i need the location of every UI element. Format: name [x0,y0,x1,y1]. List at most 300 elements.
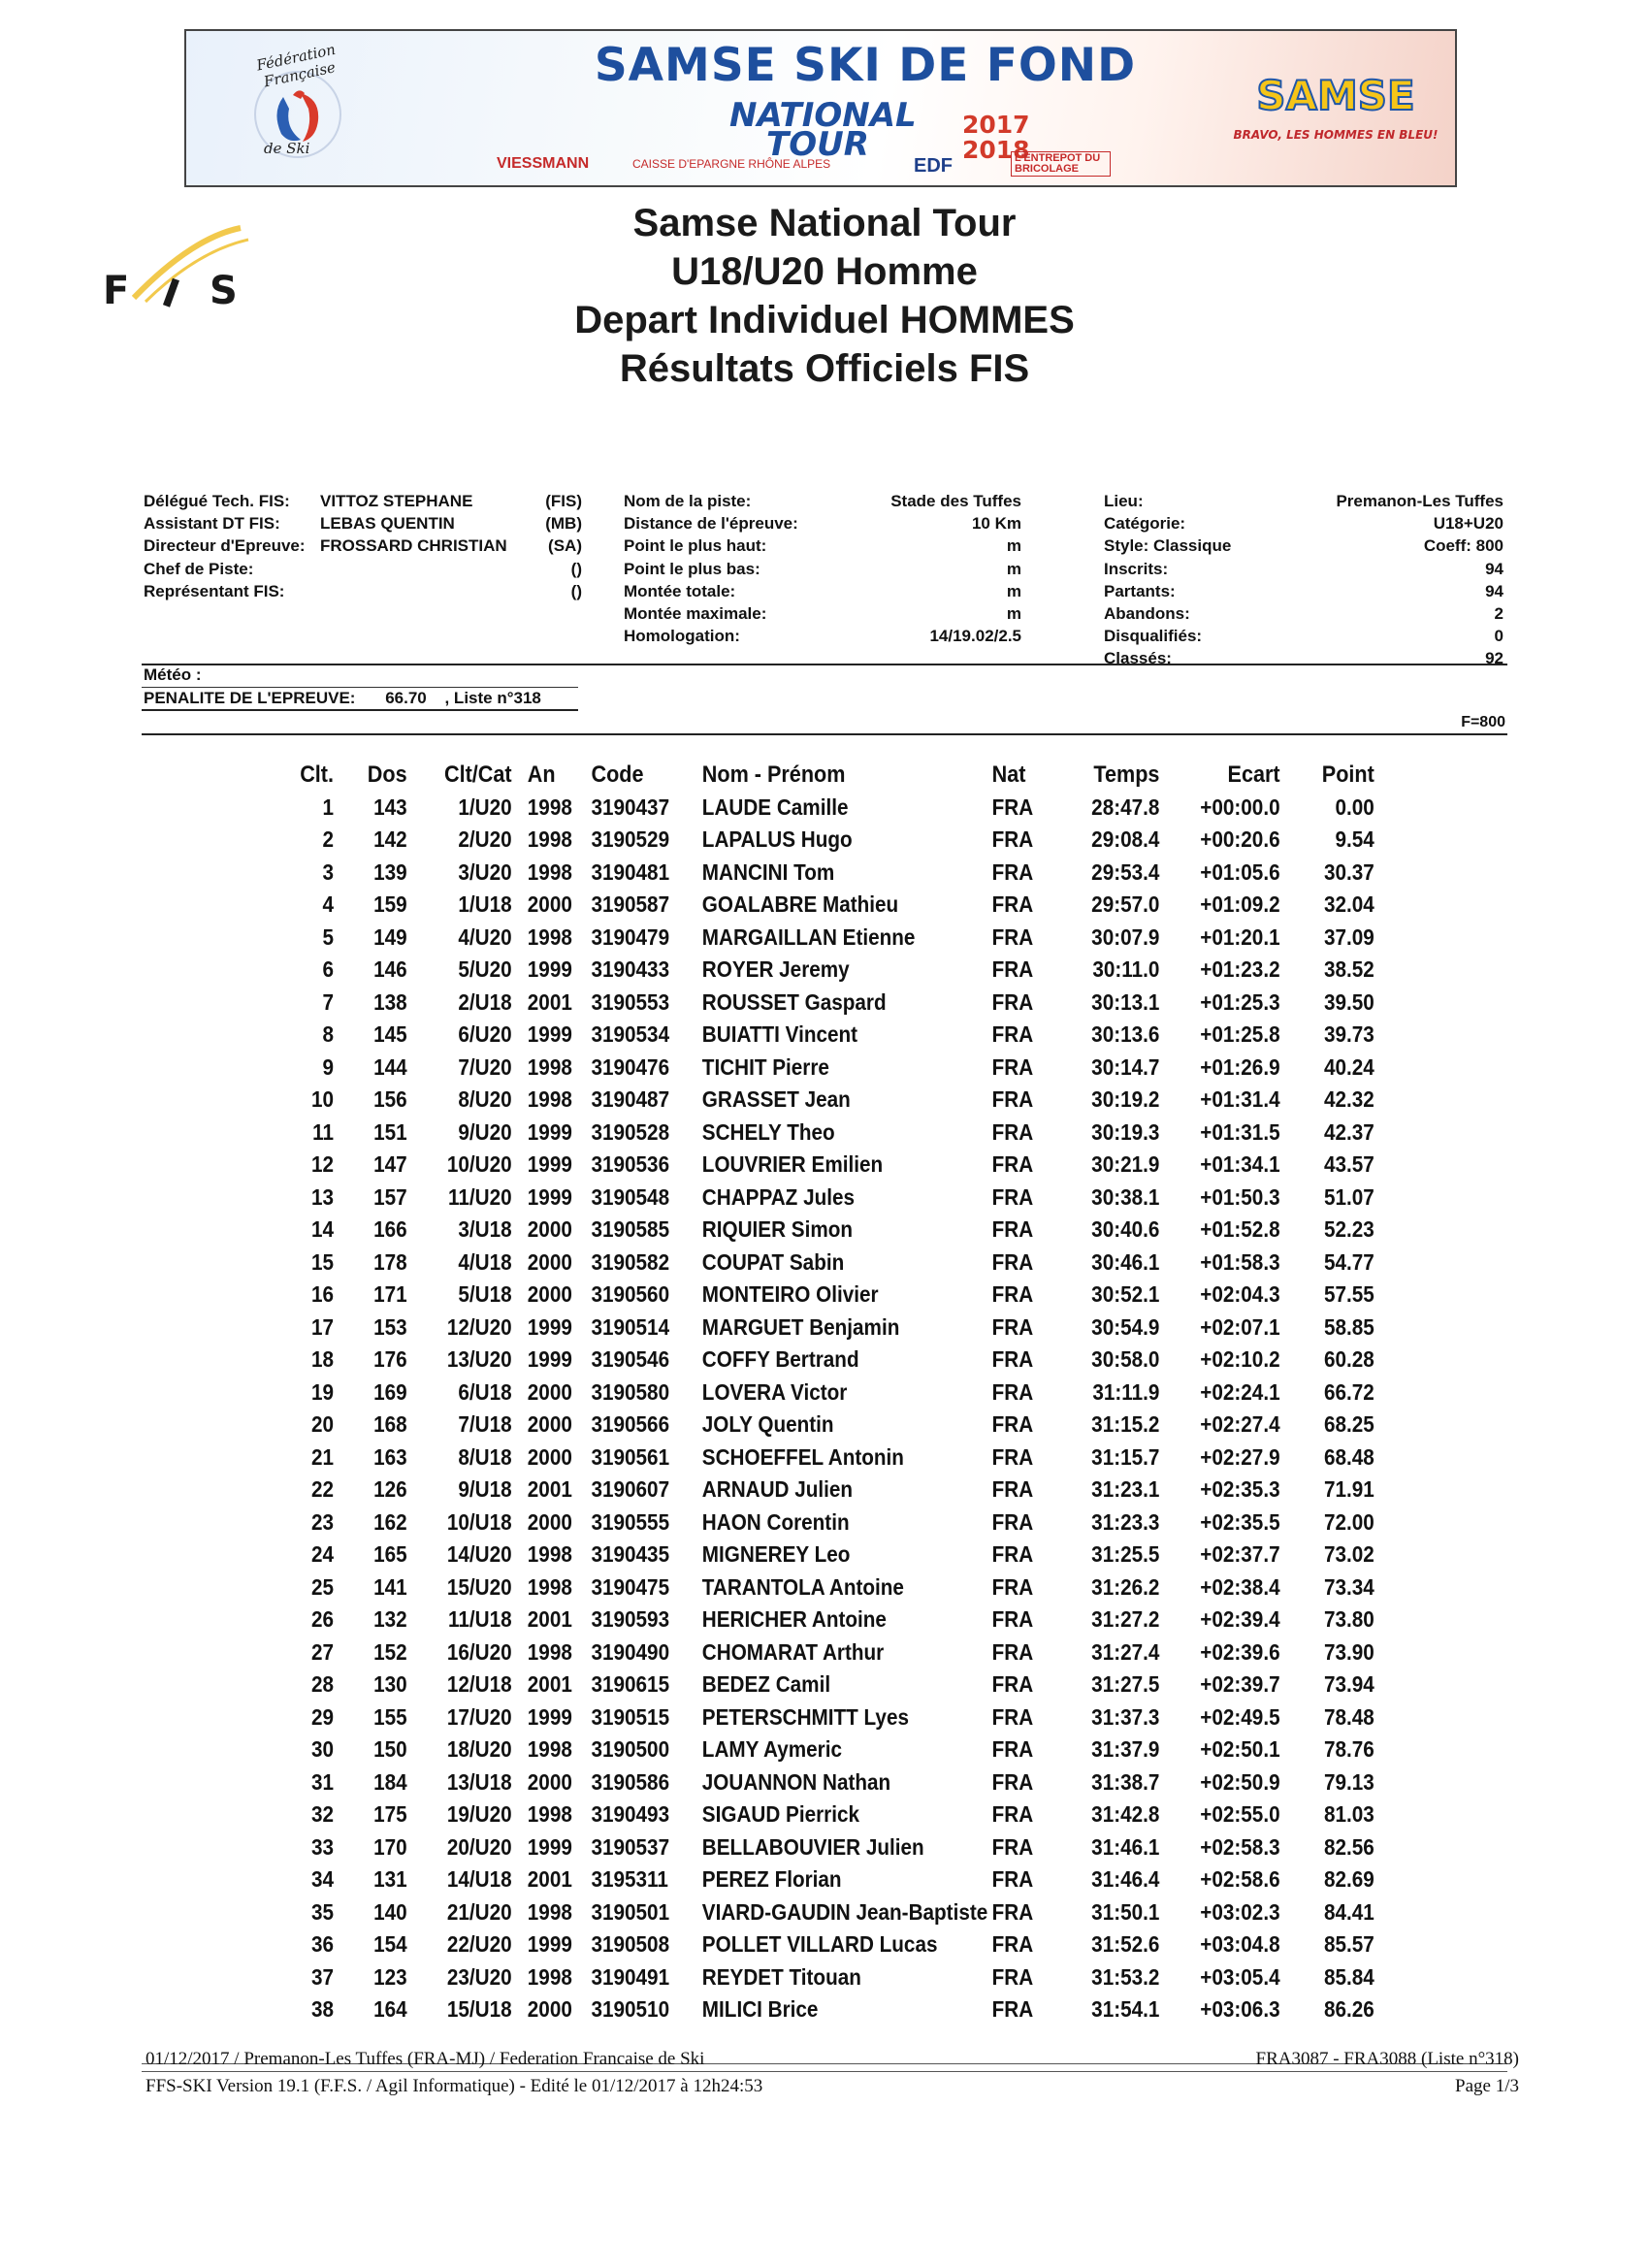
footer-race-info: 01/12/2017 / Premanon-Les Tuffes (FRA-MJ) / Federation Francaise de Ski [146,2049,705,2069]
cell-name: BUIATTI Vincent [701,1021,858,1047]
cell-bib: 156 [373,1086,407,1112]
cell-bib: 139 [373,859,407,885]
table-row [281,889,1374,922]
info-value: LEBAS QUENTIN [320,514,455,534]
cell-rank: 7 [322,988,334,1015]
cell-category-rank: 18/U20 [446,1736,512,1762]
cell-points: 57.55 [1323,1281,1374,1307]
cell-fis-code: 3190500 [591,1736,670,1762]
cell-nation: FRA [991,1216,1034,1242]
info-row [1104,535,1504,557]
info-label: Classés: [1104,649,1172,668]
cell-rank: 21 [310,1443,334,1470]
cell-fis-code: 3190528 [591,1118,670,1145]
cell-nation: FRA [991,1313,1034,1340]
cell-bib: 157 [373,1183,407,1210]
cell-name: SCHELY Theo [701,1118,835,1145]
info-label: Partants: [1104,581,1176,600]
cell-fis-code: 3190490 [591,1638,670,1665]
samse-logo: SAMSE [1256,72,1415,119]
info-value: VITTOZ STEPHANE [320,492,473,510]
national-tour-line1: NATIONAL [729,96,917,135]
cell-gap: +03:02.3 [1200,1898,1280,1925]
cell-nation: FRA [991,1443,1034,1470]
footer-codex: FRA3087 - FRA3088 (Liste n°318) [1255,2049,1519,2069]
cell-rank: 36 [310,1931,334,1957]
info-extra: (FIS) [545,492,582,510]
cell-year: 1998 [527,859,572,885]
cell-fis-code: 3190493 [591,1801,670,1827]
info-row [144,580,582,602]
info-label: Nom de la piste: [624,492,752,510]
cell-gap: +02:49.5 [1200,1703,1280,1730]
cell-nation: FRA [991,1573,1034,1600]
cell-points: 30.37 [1323,859,1374,885]
cell-bib: 152 [373,1638,407,1665]
cell-bib: 145 [373,1021,407,1047]
cell-bib: 155 [373,1703,407,1730]
table-row [281,1279,1374,1312]
cell-time: 31:23.3 [1091,1508,1160,1535]
info-value: 2 [1494,603,1504,623]
cell-gap: +02:50.9 [1200,1768,1280,1795]
cell-category-rank: 4/U18 [458,1248,512,1275]
cell-rank: 32 [310,1801,334,1827]
info-value: Coeff: 800 [1423,536,1504,556]
cell-rank: 19 [310,1378,334,1405]
cell-time: 31:42.8 [1091,1801,1160,1827]
cell-rank: 4 [322,891,334,917]
column-header: Nom - Prénom [701,761,846,788]
cell-nation: FRA [991,891,1034,917]
cell-gap: +01:26.9 [1200,1053,1280,1080]
cell-time: 31:37.3 [1091,1703,1160,1730]
info-label: Disqualifiés: [1104,627,1203,646]
cell-points: 39.50 [1323,988,1374,1015]
cell-points: 73.02 [1323,1541,1374,1567]
cell-nation: FRA [991,826,1034,852]
cell-year: 1999 [527,1021,572,1047]
cell-name: VIARD-GAUDIN Jean-Baptiste [701,1898,988,1925]
cell-year: 2000 [527,1248,572,1275]
table-row [281,1312,1374,1345]
info-row [1104,558,1504,580]
footer-divider [142,2071,1507,2072]
cell-year: 2000 [527,1443,572,1470]
cell-points: 79.13 [1323,1768,1374,1795]
cell-bib: 166 [373,1216,407,1242]
info-row [144,490,582,512]
cell-rank: 17 [310,1313,334,1340]
f-factor-box [142,712,1507,735]
cell-fis-code: 3190546 [591,1346,670,1372]
cell-gap: +01:34.1 [1200,1151,1280,1177]
cell-points: 42.32 [1323,1086,1374,1112]
cell-time: 31:23.1 [1091,1476,1160,1502]
cell-rank: 16 [310,1281,334,1307]
cell-fis-code: 3190476 [591,1053,670,1080]
cell-fis-code: 3190555 [591,1508,670,1535]
cell-gap: +03:04.8 [1200,1931,1280,1957]
course-info [624,490,1021,647]
cell-rank: 3 [322,859,334,885]
cell-nation: FRA [991,1996,1034,2022]
cell-bib: 131 [373,1866,407,1892]
info-value: U18+U20 [1433,514,1504,534]
cell-category-rank: 8/U20 [458,1086,512,1112]
event-banner [184,29,1457,187]
cell-gap: +01:50.3 [1200,1183,1280,1210]
cell-category-rank: 22/U20 [446,1931,512,1957]
cell-points: 0.00 [1335,794,1374,820]
cell-nation: FRA [991,1053,1034,1080]
cell-rank: 6 [322,956,334,982]
info-row [624,490,1021,512]
cell-time: 30:21.9 [1091,1151,1160,1177]
cell-gap: +02:50.1 [1200,1736,1280,1762]
cell-points: 82.56 [1323,1833,1374,1860]
weather-label: Météo : [144,665,202,684]
cell-fis-code: 3190479 [591,923,670,950]
title-line-1: Samse National Tour [632,202,1017,244]
ffs-name-top: Fédération Française [254,40,338,91]
cell-year: 2000 [527,1508,572,1535]
cell-bib: 178 [373,1248,407,1275]
info-row [624,602,1021,625]
cell-rank: 35 [310,1898,334,1925]
info-row [624,580,1021,602]
cell-rank: 37 [310,1963,334,1990]
column-header: Dos [367,761,407,788]
cell-rank: 23 [310,1508,334,1535]
cell-year: 1999 [527,1313,572,1340]
cell-points: 78.76 [1323,1736,1374,1762]
cell-year: 1998 [527,1898,572,1925]
cell-rank: 2 [322,826,334,852]
cell-points: 60.28 [1323,1346,1374,1372]
cell-gap: +01:58.3 [1200,1248,1280,1275]
cell-name: CHOMARAT Arthur [701,1638,885,1665]
cell-fis-code: 3190481 [591,859,670,885]
table-row [281,1019,1374,1052]
cell-category-rank: 13/U18 [446,1768,512,1795]
cell-rank: 34 [310,1866,334,1892]
cell-bib: 151 [373,1118,407,1145]
cell-nation: FRA [991,1736,1034,1762]
cell-category-rank: 11/U20 [447,1183,512,1210]
cell-rank: 9 [322,1053,334,1080]
sponsor-viessmann: VIESSMANN [497,155,590,172]
sponsor-strip [497,149,1214,182]
fis-logo-f: F [103,269,130,313]
cell-category-rank: 19/U20 [446,1801,512,1827]
info-row [1104,512,1504,535]
cell-category-rank: 17/U20 [446,1703,512,1730]
cell-points: 73.90 [1323,1638,1374,1665]
cell-rank: 13 [310,1183,334,1210]
document-title-block [436,199,1212,393]
info-value: FROSSARD CHRISTIAN [320,536,507,556]
cell-category-rank: 11/U18 [447,1606,512,1632]
cell-fis-code: 3190491 [591,1963,670,1990]
cell-time: 30:58.0 [1091,1346,1160,1372]
cell-gap: +01:25.8 [1200,1021,1280,1047]
cell-time: 31:46.4 [1091,1866,1160,1892]
cell-year: 1999 [527,1151,572,1177]
cell-category-rank: 6/U18 [458,1378,512,1405]
info-value: 0 [1494,627,1504,646]
info-row [624,625,1021,647]
cell-year: 1999 [527,956,572,982]
cell-year: 2001 [527,1476,572,1502]
cell-name: LAUDE Camille [701,794,849,820]
cell-points: 51.07 [1323,1183,1374,1210]
cell-category-rank: 16/U20 [446,1638,512,1665]
cell-bib: 146 [373,956,407,982]
cell-nation: FRA [991,1898,1034,1925]
cell-time: 28:47.8 [1091,794,1160,820]
cell-bib: 154 [373,1931,407,1957]
cell-gap: +02:38.4 [1200,1573,1280,1600]
info-label: Montée totale: [624,581,736,600]
cell-bib: 164 [373,1996,407,2022]
info-row [1104,625,1504,647]
cell-name: ROUSSET Gaspard [701,988,887,1015]
cell-bib: 163 [373,1443,407,1470]
cell-name: LAMY Aymeric [701,1736,842,1762]
cell-gap: +02:39.6 [1200,1638,1280,1665]
cell-rank: 25 [310,1573,334,1600]
info-label: Représentant FIS: [144,581,285,600]
cell-name: MILICI Brice [701,1996,819,2022]
cell-fis-code: 3190537 [591,1833,670,1860]
cell-points: 32.04 [1323,891,1374,917]
cell-time: 31:27.2 [1091,1606,1160,1632]
info-extra: (MB) [545,514,582,534]
cell-fis-code: 3190582 [591,1248,670,1275]
cell-points: 52.23 [1323,1216,1374,1242]
cell-fis-code: 3190536 [591,1151,670,1177]
cell-time: 30:11.0 [1092,956,1160,982]
cell-gap: +02:27.4 [1200,1411,1280,1437]
cell-name: ARNAUD Julien [701,1476,854,1502]
info-row [1104,647,1504,669]
cell-fis-code: 3190585 [591,1216,670,1242]
table-row [281,987,1374,1020]
cell-points: 68.25 [1323,1411,1374,1437]
cell-category-rank: 15/U18 [446,1996,512,2022]
table-row [281,1247,1374,1280]
cell-name: LOVERA Victor [701,1378,848,1405]
cell-points: 39.73 [1323,1021,1374,1047]
cell-rank: 10 [310,1086,334,1112]
cell-points: 82.69 [1323,1866,1374,1892]
cell-time: 30:19.3 [1091,1118,1160,1145]
cell-gap: +02:58.6 [1200,1866,1280,1892]
info-value: 14/19.02/2.5 [929,627,1021,646]
table-row [281,792,1374,825]
cell-gap: +01:05.6 [1200,859,1280,885]
table-row [281,1149,1374,1182]
ffs-name-bottom: de Ski [264,140,310,157]
cell-year: 1998 [527,1541,572,1567]
cell-bib: 123 [373,1963,407,1990]
fis-logo-i: I [156,271,185,318]
cell-name: TICHIT Pierre [701,1053,829,1080]
cell-year: 1998 [527,1801,572,1827]
info-label: Lieu: [1104,492,1144,510]
cell-points: 73.34 [1323,1573,1374,1600]
cell-nation: FRA [991,1411,1034,1437]
cell-time: 31:50.1 [1091,1898,1160,1925]
info-value: 94 [1485,581,1504,600]
cell-points: 81.03 [1323,1801,1374,1827]
info-row [144,558,582,580]
info-value: Premanon-Les Tuffes [1336,492,1504,510]
cell-bib: 126 [373,1476,407,1502]
table-row [281,1669,1374,1701]
cell-time: 30:13.1 [1091,988,1160,1015]
table-row [281,1377,1374,1409]
cell-name: MIGNEREY Leo [701,1541,851,1567]
penalty-list: , Liste n°318 [444,689,541,707]
cell-nation: FRA [991,1866,1034,1892]
cell-year: 1999 [527,1703,572,1730]
cell-year: 2001 [527,988,572,1015]
samse-tagline: BRAVO, LES HOMMES EN BLEU! [1233,128,1439,142]
cell-points: 9.54 [1335,826,1374,852]
cell-name: BELLABOUVIER Julien [701,1833,924,1860]
table-row [281,824,1374,857]
cell-points: 84.41 [1323,1898,1374,1925]
table-row [281,1117,1374,1150]
info-label: Directeur d'Epreuve: [144,536,306,556]
cell-name: BEDEZ Camil [701,1671,831,1697]
footer-page-number: Page 1/3 [1455,2076,1519,2096]
cell-rank: 11 [312,1118,334,1145]
info-row [1104,490,1504,512]
cell-year: 1998 [527,923,572,950]
cell-year: 1998 [527,1638,572,1665]
info-value: m [1006,559,1021,578]
cell-rank: 14 [310,1216,334,1242]
penalty-label: PENALITE DE L'EPREUVE: [144,689,356,707]
cell-time: 31:26.2 [1091,1573,1160,1600]
cell-year: 1999 [527,1118,572,1145]
cell-category-rank: 2/U20 [458,826,512,852]
cell-bib: 176 [373,1346,407,1372]
cell-points: 58.85 [1323,1313,1374,1340]
cell-nation: FRA [991,923,1034,950]
cell-gap: +02:35.3 [1200,1476,1280,1502]
cell-name: MARGUET Benjamin [701,1313,900,1340]
cell-category-rank: 6/U20 [458,1021,512,1047]
info-label: Homologation: [624,627,740,646]
cell-name: JOUANNON Nathan [701,1768,891,1795]
table-row [281,1701,1374,1734]
cell-year: 1998 [527,826,572,852]
cell-rank: 38 [310,1996,334,2022]
title-line-4: Résultats Officiels FIS [619,347,1030,390]
cell-time: 31:53.2 [1091,1963,1160,1990]
info-label: Point le plus haut: [624,536,767,556]
cell-fis-code: 3190548 [591,1183,670,1210]
column-header: Code [591,761,644,788]
season-year-1: 2017 [962,111,1030,139]
info-value: m [1006,603,1021,623]
cell-name: TARANTOLA Antoine [701,1573,904,1600]
cell-name: JOLY Quentin [701,1411,834,1437]
info-value: m [1006,581,1021,600]
season-year-2: 2018 [962,136,1030,164]
cell-gap: +02:39.4 [1200,1606,1280,1632]
cell-fis-code: 3190529 [591,826,670,852]
cell-fis-code: 3190566 [591,1411,670,1437]
cell-year: 1998 [527,1963,572,1990]
cell-fis-code: 3190487 [591,1086,670,1112]
cell-bib: 169 [373,1378,407,1405]
cell-fis-code: 3190593 [591,1606,670,1632]
cell-rank: 29 [310,1703,334,1730]
cell-name: MONTEIRO Olivier [701,1281,879,1307]
cell-year: 1998 [527,1086,572,1112]
cell-gap: +01:09.2 [1200,891,1280,917]
cell-time: 29:08.4 [1091,826,1160,852]
cell-nation: FRA [991,859,1034,885]
cell-year: 2000 [527,891,572,917]
cell-gap: +01:25.3 [1200,988,1280,1015]
cell-bib: 144 [373,1053,407,1080]
cell-points: 43.57 [1323,1151,1374,1177]
cell-rank: 24 [310,1541,334,1567]
cell-gap: +02:37.7 [1200,1541,1280,1567]
cell-name: MANCINI Tom [701,859,835,885]
cell-time: 31:27.4 [1091,1638,1160,1665]
column-header: Clt. [300,761,334,788]
cell-nation: FRA [991,956,1034,982]
table-row [281,1831,1374,1864]
cell-nation: FRA [991,1963,1034,1990]
cell-category-rank: 3/U18 [458,1216,512,1242]
cell-year: 2000 [527,1378,572,1405]
cell-year: 2001 [527,1606,572,1632]
cell-bib: 138 [373,988,407,1015]
cell-fis-code: 3190475 [591,1573,670,1600]
cell-year: 1998 [527,1053,572,1080]
cell-time: 30:52.1 [1091,1281,1160,1307]
column-header: Temps [1093,761,1160,788]
cell-fis-code: 3190435 [591,1541,670,1567]
cell-fis-code: 3190437 [591,794,670,820]
cell-points: 38.52 [1323,956,1374,982]
cell-gap: +02:04.3 [1200,1281,1280,1307]
footer-software: FFS-SKI Version 19.1 (F.F.S. / Agil Informatique) - Edité le 01/12/2017 à 12h24:53 [146,2076,763,2096]
national-tour-line2: TOUR [766,125,869,164]
title-line-3: Depart Individuel HOMMES [574,299,1075,341]
cell-year: 2000 [527,1768,572,1795]
cell-category-rank: 4/U20 [458,923,512,950]
column-header: Nat [991,761,1026,788]
info-value: Stade des Tuffes [890,492,1021,510]
cell-bib: 149 [373,923,407,950]
cell-name: CHAPPAZ Jules [701,1183,856,1210]
cell-year: 1999 [527,1833,572,1860]
cell-points: 54.77 [1323,1248,1374,1275]
cell-points: 85.57 [1323,1931,1374,1957]
cell-fis-code: 3190587 [591,891,670,917]
table-row [281,857,1374,890]
cell-year: 1999 [527,1931,572,1957]
